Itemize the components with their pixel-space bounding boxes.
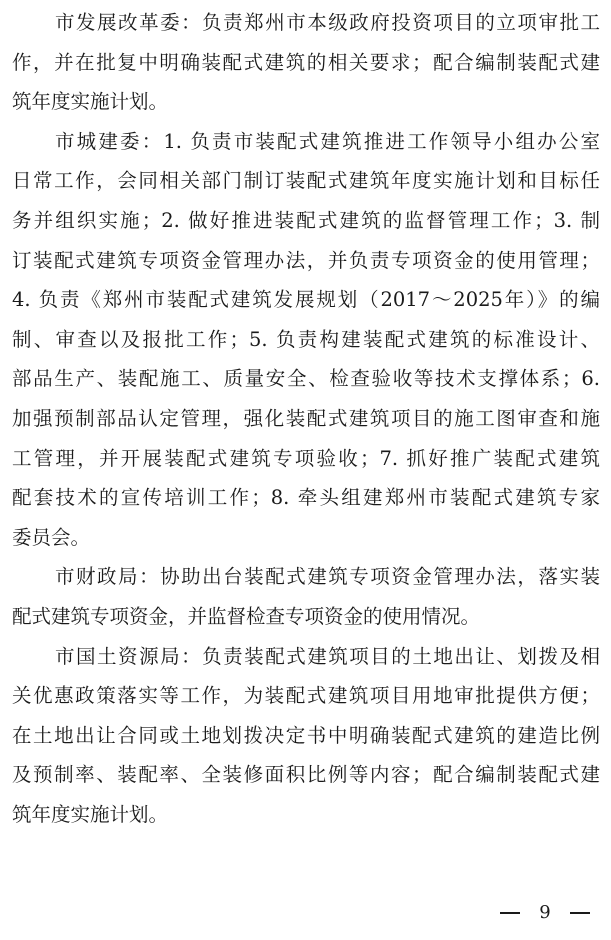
paragraph-line: 委员会。 <box>12 525 91 549</box>
page-number: 9 <box>539 902 551 923</box>
paragraph-line: 及预制率、装配率、全装修面积比例等内容；配合编制装配式建 <box>12 763 600 787</box>
paragraph-line: 部品生产、装配施工、质量安全、检查验收等技术支撑体系；6. <box>12 367 600 391</box>
paragraph-line: 配套技术的宣传培训工作；8. 牵头组建郑州市装配式建筑专家 <box>12 486 600 510</box>
paragraph-line: 工管理，并开展装配式建筑专项验收；7. 抓好推广装配式建筑 <box>12 446 600 470</box>
paragraph-line: 务并组织实施；2. 做好推进装配式建筑的监督管理工作；3. 制 <box>12 209 600 232</box>
paragraph-line: 市财政局：协助出台装配式建筑专项资金管理办法，落实装 <box>55 565 600 589</box>
paragraph-line: 作，并在批复中明确装配式建筑的相关要求；配合编制装配式建 <box>12 50 600 74</box>
page-number-dash-left <box>500 912 520 914</box>
paragraph-line: 订装配式建筑专项资金管理办法，并负责专项资金的使用管理； <box>12 248 600 272</box>
paragraph-line: 市国土资源局：负责装配式建筑项目的土地出让、划拨及相 <box>55 644 600 668</box>
paragraph-line: 配式建筑专项资金，并监督检查专项资金的使用情况。 <box>12 605 481 628</box>
paragraph-line: 市发展改革委：负责郑州市本级政府投资项目的立项审批工 <box>55 11 600 34</box>
paragraph-line: 日常工作，会同相关部门制订装配式建筑年度实施计划和目标任 <box>12 169 600 193</box>
paragraph-line: 制、审查以及报批工作；5. 负责构建装配式建筑的标准设计、 <box>12 327 600 351</box>
paragraph-line: 4. 负责《郑州市装配式建筑发展规划（2017～2025年）》的编 <box>12 288 600 312</box>
paragraph-line: 加强预制部品认定管理，强化装配式建筑项目的施工图审查和施 <box>12 407 600 430</box>
paragraph-line: 关优惠政策落实等工作，为装配式建筑项目用地审批提供方便； <box>12 684 600 708</box>
page-number-dash-right <box>570 912 590 914</box>
page-footer <box>500 900 590 926</box>
paragraph-line: 筑年度实施计划。 <box>12 90 169 114</box>
paragraph-line: 市城建委：1. 负责市装配式建筑推进工作领导小组办公室 <box>55 129 600 153</box>
paragraph-line: 在土地出让合同或土地划拨决定书中明确装配式建筑的建造比例 <box>12 723 600 747</box>
paragraph-line: 筑年度实施计划。 <box>12 803 169 826</box>
